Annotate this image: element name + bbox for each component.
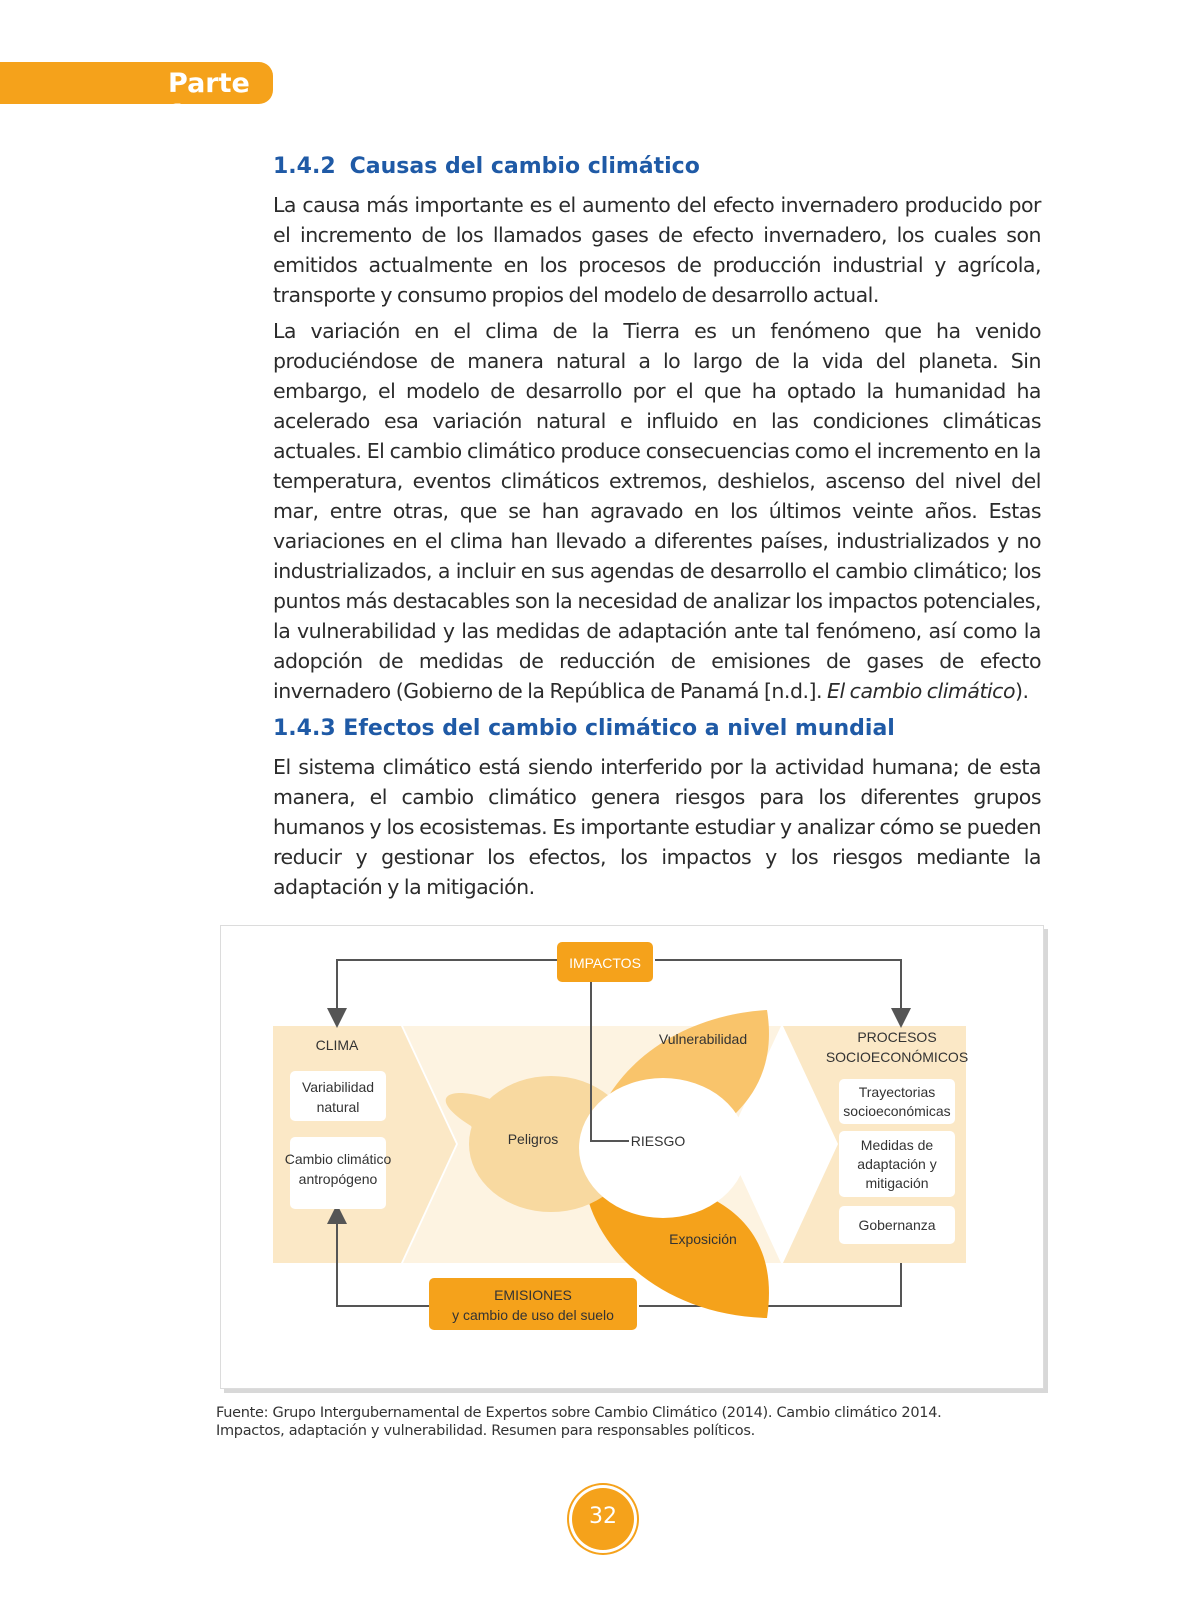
impactos-to-procesos-line (655, 960, 901, 1018)
figure-caption: Fuente: Grupo Intergubernamental de Expertos sobre Cambio Climático (2014). Cambio climático 2014. Impactos, adaptación y vulnerabilidad. Resumen para responsables políticos. (216, 1405, 942, 1439)
impactos-label: IMPACTOS (569, 955, 641, 971)
exposicion-label: Exposición (669, 1231, 737, 1247)
section-1-heading: Causas del cambio climático (349, 154, 700, 179)
section-2-title: 1.4.3 Efectos del cambio climático a nivel mundial (273, 716, 895, 741)
clima-box-1-line-1: Variabilidad (301, 1079, 375, 1095)
page-number-badge (572, 1488, 634, 1550)
paragraph-2-citation: El cambio climático (827, 679, 1015, 703)
section-1-paragraph-1: La causa más importante es el aumento del efecto invernadero producido por el incremento de los llamados gases de efecto invernadero, los cuales son emitidos actualmente en los procesos de producción industrial y agrícola, transporte y consumo propios del modelo de desarrollo actual. (273, 193, 1041, 307)
peligros-label: Peligros (507, 1131, 559, 1147)
section-1-paragraph-2-wrap (273, 316, 1041, 706)
risk-diagram (220, 925, 1044, 1389)
procesos-title-line-1: PROCESOS (857, 1029, 937, 1045)
page-number: 32 (589, 1504, 617, 1529)
section-2-paragraph-wrap (273, 752, 1041, 902)
section-2-paragraph-1: El sistema climático está siendo interferido por la actividad humana; de esta manera, el cambio climático genera riesgos para los diferentes grupos humanos y los ecosistemas. Es importante estudiar y analizar cómo se pueden reducir y gestionar los efectos, los impactos y los riesgos mediante la adaptación y la mitigación. (273, 755, 1041, 899)
section-2-title-wrap (273, 716, 1041, 741)
clima-box-2-line-1: Cambio climático (284, 1151, 392, 1167)
clima-title: CLIMA (315, 1037, 359, 1053)
risk-diagram-svg (221, 926, 1043, 1388)
vulnerabilidad-label: Vulnerabilidad (658, 1031, 748, 1047)
procesos-box-3-line-1: Gobernanza (858, 1217, 936, 1233)
emisiones-line-1: EMISIONES (494, 1287, 572, 1303)
impactos-to-clima-line (337, 960, 563, 1018)
procesos-box-1-line-1: Trayectorias (858, 1084, 936, 1100)
section-1-title (273, 154, 1041, 179)
part-label: Parte 1 (168, 68, 250, 130)
part-tab (0, 62, 273, 130)
procesos-box-2-line-1: Medidas de (860, 1137, 934, 1153)
clima-box-1-line-2: natural (316, 1099, 360, 1115)
paragraph-2-end: ). (1015, 679, 1029, 703)
clima-box-2-line-2: antropógeno (298, 1171, 378, 1187)
paragraph-2-text: La variación en el clima de la Tierra es un fenómeno que ha venido produciéndose de manera natural a lo largo de la vida del planeta. Sin embargo, el modelo de desarrollo por el que ha optado la humanidad ha acelerado esa variación natural e influido en las condiciones climáticas actuales. El cambio climático produce consecuencias como el incremento en la temperatura, eventos climáticos extremos, deshielos, ascenso del nivel del mar, entre otras, que se han agravado en los últimos veinte años. Estas variaciones en el clima han llevado a diferentes países, industrializados y no industrializados, a incluir en sus agendas de desarrollo el cambio climático; los puntos más destacables son la necesidad de analizar los impactos potenciales, la vulnerabilidad y las medidas de adaptación ante tal fenómeno, así como la adopción de medidas de reducción de emisiones de gases de efecto invernadero (Gobierno de la República de Panamá [n.d.]. (273, 319, 1041, 703)
section-1-number: 1.4.2 (273, 154, 336, 179)
riesgo-label: RIESGO (630, 1133, 686, 1149)
procesos-box-2-line-3: mitigación (865, 1175, 929, 1191)
emisiones-line-2: y cambio de uso del suelo (452, 1307, 614, 1323)
procesos-box-2-line-2: adaptación y (857, 1156, 937, 1172)
section-1-paragraph-2 (273, 316, 1041, 706)
section-1-paragraph-1-wrap (273, 190, 1041, 310)
procesos-box-1-line-2: socioeconómicas (843, 1103, 951, 1119)
procesos-title-line-2: SOCIOECONÓMICOS (825, 1049, 969, 1065)
